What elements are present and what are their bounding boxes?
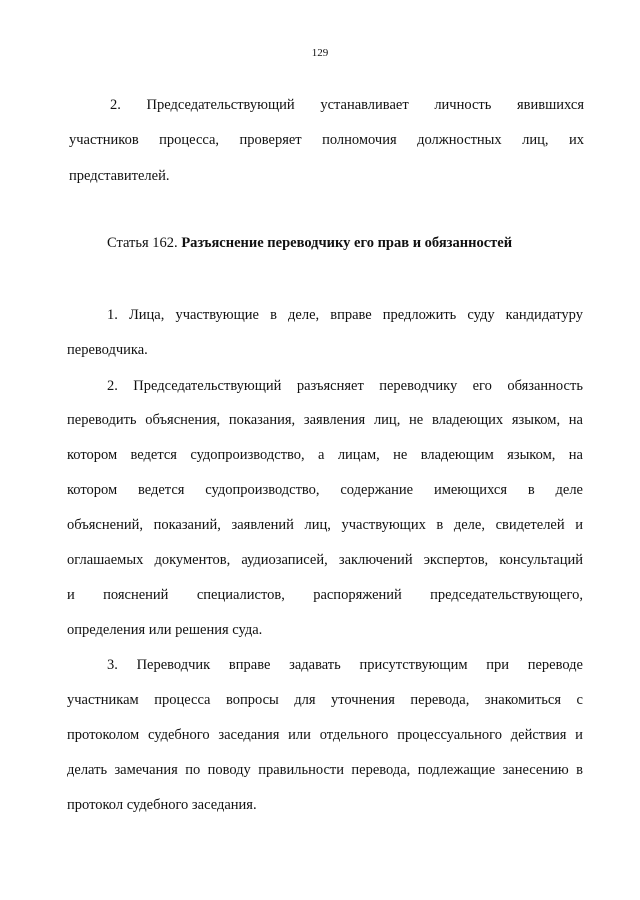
word: переводчику (379, 378, 458, 394)
word: знакомиться (484, 692, 561, 708)
word: не (393, 447, 408, 463)
paragraph-line (67, 411, 583, 429)
word: занесению (502, 762, 569, 778)
word: протоколом (67, 727, 140, 743)
word: участвующие (175, 307, 259, 323)
word: участникам (67, 692, 139, 708)
word: председательствующего, (430, 587, 583, 603)
word: полномочия (322, 132, 397, 148)
word: объяснения, (145, 412, 221, 428)
word: в (527, 482, 535, 498)
paragraph-line (67, 691, 583, 709)
word: участвующих (341, 517, 426, 533)
paragraph-line (67, 446, 583, 464)
word: кандидатуру (505, 307, 583, 323)
word: показания, (228, 412, 296, 428)
word: действия (510, 727, 567, 743)
word: перевода, (351, 762, 411, 778)
word: лиц, (304, 517, 331, 533)
paragraph-line (67, 726, 583, 744)
word: заключений (338, 552, 413, 568)
word: поводу (207, 762, 251, 778)
paragraph-line (67, 516, 583, 534)
article-title: Разъяснение переводчику его прав и обязанностей (181, 235, 513, 251)
word: деле, (453, 517, 485, 533)
word: Лица, (128, 307, 165, 323)
word: присутствующим (359, 657, 468, 673)
word: не (409, 412, 424, 428)
word: лицам, (337, 447, 380, 463)
word: консультаций (499, 552, 583, 568)
paragraph-line (67, 586, 583, 604)
word: 2. (110, 97, 121, 113)
word: владеющим (420, 447, 494, 463)
word: правильности (258, 762, 345, 778)
word: ведется (130, 447, 177, 463)
word: для (294, 692, 316, 708)
word: владеющих (431, 412, 504, 428)
word: пояснений (103, 587, 169, 603)
word: вправе (330, 307, 372, 323)
word: судопроизводство, (205, 482, 320, 498)
word: переводе (527, 657, 583, 673)
word: 2. (107, 378, 118, 394)
word: замечания (114, 762, 178, 778)
word: перевода, (410, 692, 470, 708)
word: на (568, 447, 583, 463)
word: Переводчик (136, 657, 211, 673)
word: судебного (147, 727, 210, 743)
word: распоряжений (313, 587, 402, 603)
word: вопросы (225, 692, 279, 708)
paragraph-line (67, 761, 583, 779)
paragraph-line (67, 481, 583, 499)
word: задавать (289, 657, 341, 673)
word: явившихся (517, 97, 584, 113)
paragraph-line (107, 377, 583, 395)
word: участников (69, 132, 139, 148)
word: суду (467, 307, 495, 323)
word: котором (67, 447, 118, 463)
paragraph-line (69, 131, 584, 149)
word: содержание (340, 482, 414, 498)
paragraph-line: определения или решения суда. (67, 622, 263, 638)
word: и (67, 587, 75, 603)
word: и (575, 517, 583, 533)
word: процесса, (159, 132, 220, 148)
word: оглашаемых (67, 552, 144, 568)
paragraph-line: переводчика. (67, 342, 148, 358)
article-heading (107, 234, 512, 252)
word: должностных (417, 132, 502, 148)
word: 1. (107, 307, 118, 323)
word: делать (67, 762, 108, 778)
word: аудиозаписей, (241, 552, 328, 568)
word: лиц, (373, 412, 401, 428)
word: судопроизводство, (190, 447, 305, 463)
word: личность (434, 97, 492, 113)
word: заявления (303, 412, 366, 428)
word: деле (555, 482, 583, 498)
word: имеющихся (433, 482, 508, 498)
word: специалистов, (196, 587, 285, 603)
page-number: 129 (311, 47, 329, 59)
word: проверяет (239, 132, 302, 148)
word: экспертов, (423, 552, 489, 568)
word: разъясняет (296, 378, 364, 394)
word: документов, (154, 552, 231, 568)
paragraph-line: представителей. (69, 168, 170, 184)
word: а (318, 447, 325, 463)
word: в (270, 307, 277, 323)
word: объяснений, (67, 517, 143, 533)
word: лиц, (522, 132, 549, 148)
word: ведется (137, 482, 185, 498)
word: при (486, 657, 509, 673)
word: на (568, 412, 583, 428)
word: их (568, 132, 584, 148)
word: процессуального (397, 727, 503, 743)
paragraph-line (110, 96, 584, 114)
word: уточнения (331, 692, 395, 708)
word: Председательствующий (146, 97, 295, 113)
word: предложить (382, 307, 457, 323)
word: или (288, 727, 311, 743)
word: котором (67, 482, 118, 498)
word: показаний, (153, 517, 221, 533)
word: его (472, 378, 492, 394)
word: по (185, 762, 201, 778)
word: переводить (67, 412, 137, 428)
word: устанавливает (320, 97, 409, 113)
word: языком, (507, 447, 556, 463)
word: обязанность (507, 378, 583, 394)
word: 3. (107, 657, 118, 673)
word: свидетелей (495, 517, 565, 533)
word: заявлений (231, 517, 294, 533)
word: с (576, 692, 583, 708)
word: Председательствующий (133, 378, 282, 394)
word: подлежащие (417, 762, 496, 778)
word: вправе (228, 657, 271, 673)
word: в (436, 517, 444, 533)
word: заседания (218, 727, 280, 743)
word: процесса (154, 692, 211, 708)
article-label: Статья 162. (107, 235, 178, 251)
word: в (576, 762, 583, 778)
word: языком, (511, 412, 561, 428)
paragraph-line: протокол судебного заседания. (67, 797, 257, 813)
paragraph-line (67, 551, 583, 569)
word: деле, (288, 307, 320, 323)
paragraph-line (107, 656, 583, 674)
word: отдельного (319, 727, 389, 743)
word: и (575, 727, 583, 743)
paragraph-line (107, 306, 583, 324)
